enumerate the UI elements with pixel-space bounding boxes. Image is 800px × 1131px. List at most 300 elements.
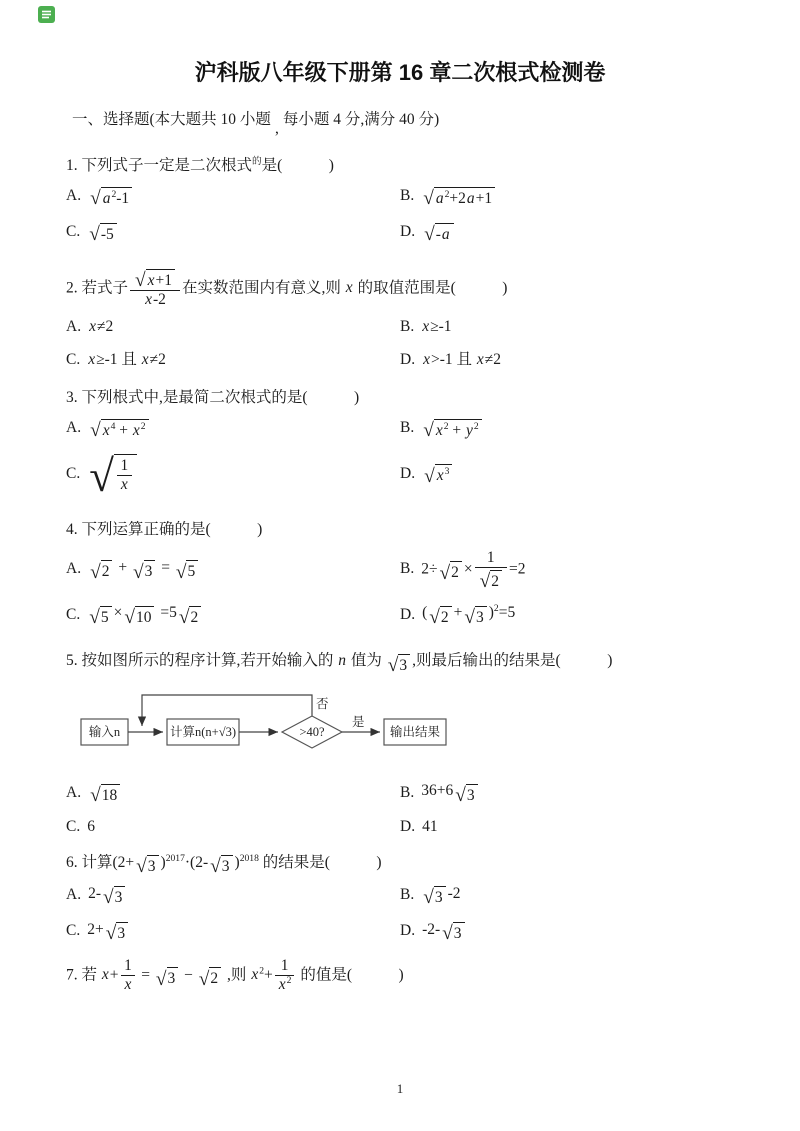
sqrt-radical bbox=[90, 560, 112, 581]
options bbox=[66, 549, 744, 627]
radical-sign-icon: √ bbox=[105, 923, 117, 945]
option-body bbox=[422, 462, 454, 485]
radicand bbox=[453, 922, 465, 943]
math-variable: a bbox=[102, 189, 111, 207]
flow-decision-label: >40? bbox=[299, 725, 325, 740]
radical-sign-icon: √ bbox=[442, 923, 453, 945]
radicand bbox=[434, 886, 446, 907]
math-variable: x bbox=[251, 966, 259, 984]
superscript: 3 bbox=[444, 466, 450, 478]
sqrt-radical bbox=[89, 223, 117, 244]
numerator bbox=[117, 457, 132, 476]
sqrt-radical bbox=[90, 784, 120, 805]
sqrt-radical bbox=[90, 187, 132, 208]
radicand bbox=[440, 606, 452, 627]
text: 5 bbox=[187, 563, 196, 581]
option-q6-B bbox=[400, 884, 744, 907]
option-label: B. bbox=[400, 318, 415, 336]
radical-sign-icon: √ bbox=[423, 188, 434, 210]
fraction bbox=[275, 957, 295, 995]
math-variable: x bbox=[147, 271, 155, 289]
superscript: 2 bbox=[443, 420, 449, 432]
text: -2 bbox=[447, 884, 461, 902]
text: 2÷ bbox=[421, 560, 438, 578]
option-label: C. bbox=[66, 351, 81, 369]
text: ·(2- bbox=[184, 853, 209, 871]
math-variable: n bbox=[338, 652, 347, 670]
superscript: 2 bbox=[444, 188, 450, 200]
radical-sign-icon: √ bbox=[439, 562, 451, 584]
math-variable: x bbox=[145, 290, 152, 308]
numerator bbox=[275, 957, 295, 976]
option-body bbox=[88, 558, 200, 581]
question-stem bbox=[66, 650, 744, 674]
option-label: D. bbox=[400, 223, 416, 241]
text: 1 bbox=[124, 956, 132, 974]
sqrt-radical bbox=[89, 451, 137, 502]
radicand bbox=[475, 606, 487, 627]
superscript: 2017 bbox=[165, 852, 185, 864]
dropped-comma: , bbox=[274, 119, 279, 137]
option-q6-A bbox=[66, 884, 400, 907]
option-q4-B bbox=[400, 549, 744, 591]
radical-sign-icon: √ bbox=[132, 561, 144, 583]
text: 6 bbox=[87, 818, 95, 836]
radicand bbox=[146, 269, 175, 290]
option-body bbox=[87, 350, 166, 370]
green-notes-icon bbox=[38, 6, 55, 23]
math-variable: x bbox=[101, 966, 109, 984]
option-label: C. bbox=[66, 921, 81, 939]
question-q2 bbox=[66, 268, 744, 371]
text: ≠2 bbox=[484, 351, 502, 369]
question-q7 bbox=[66, 957, 744, 995]
sqrt-radical bbox=[424, 464, 452, 485]
numerator bbox=[475, 549, 507, 568]
option-body bbox=[421, 549, 525, 591]
text: 值为 bbox=[347, 652, 386, 670]
math-variable: x bbox=[435, 421, 443, 439]
option-q3-C bbox=[66, 451, 400, 502]
math-variable: x bbox=[423, 351, 430, 369]
sqrt-radical bbox=[103, 886, 125, 907]
option-q1-D bbox=[400, 221, 744, 244]
option-body bbox=[421, 185, 497, 208]
radical-sign-icon: √ bbox=[198, 968, 210, 990]
text: ,则 bbox=[223, 966, 251, 984]
radicand bbox=[100, 606, 112, 627]
question-stem bbox=[66, 155, 744, 177]
math-variable: a bbox=[435, 189, 444, 207]
text: +1 bbox=[155, 271, 173, 289]
flow-yes-label: 是 bbox=[352, 715, 365, 730]
text: 1. 下列式子一定是二次根式 bbox=[66, 157, 253, 174]
flow-input-label: 输入n bbox=[88, 725, 121, 740]
text: 3 bbox=[466, 786, 475, 804]
options bbox=[66, 884, 744, 943]
option-q1-C bbox=[66, 221, 400, 244]
text: =5 bbox=[498, 604, 516, 622]
text: × bbox=[113, 604, 123, 622]
radical-sign-icon: √ bbox=[479, 570, 491, 592]
question-q5 bbox=[66, 650, 744, 837]
option-label: B. bbox=[400, 560, 415, 578]
question-stem bbox=[66, 268, 744, 310]
option-body bbox=[422, 920, 466, 943]
radicand bbox=[147, 855, 159, 876]
superscript: 2018 bbox=[239, 852, 259, 864]
option-body bbox=[421, 781, 479, 804]
math-variable: x bbox=[120, 476, 128, 494]
text: ( bbox=[422, 604, 428, 622]
text: 5 bbox=[100, 608, 109, 626]
option-label: B. bbox=[400, 418, 415, 436]
text: ) bbox=[160, 853, 166, 871]
numerator bbox=[121, 957, 136, 976]
text: 1 bbox=[280, 956, 289, 974]
sqrt-radical bbox=[89, 606, 111, 627]
text: 3 bbox=[144, 563, 153, 581]
option-body bbox=[422, 603, 515, 626]
sqrt-radical bbox=[388, 654, 410, 675]
text: 3 bbox=[476, 608, 484, 626]
numerator bbox=[130, 268, 180, 290]
text: 是( ) bbox=[261, 157, 334, 174]
option-label: C. bbox=[66, 223, 81, 241]
radicand bbox=[144, 560, 156, 581]
superscript: 2 bbox=[140, 420, 146, 432]
radicand bbox=[398, 654, 410, 675]
radical-sign-icon: √ bbox=[387, 654, 399, 676]
radical-sign-icon: √ bbox=[175, 561, 187, 583]
superscript: 4 bbox=[110, 420, 116, 432]
text: 3 bbox=[221, 857, 230, 875]
options bbox=[66, 781, 744, 837]
sqrt-radical bbox=[442, 922, 464, 943]
superscript: 的 bbox=[252, 155, 262, 167]
math-variable: x bbox=[141, 351, 149, 369]
text: 在实数范围内有意义,则 bbox=[182, 279, 345, 297]
text: 2- bbox=[88, 884, 101, 902]
text: 3. 下列根式中,是最简二次根式的是( ) bbox=[66, 388, 360, 406]
math-variable: x bbox=[88, 351, 96, 369]
option-label: D. bbox=[400, 921, 416, 939]
option-label: D. bbox=[400, 464, 416, 482]
text: 3 bbox=[167, 970, 176, 988]
sqrt-radical bbox=[106, 922, 128, 943]
radicand bbox=[466, 784, 478, 805]
text: + bbox=[109, 966, 119, 984]
radicand bbox=[101, 419, 149, 440]
options bbox=[66, 185, 744, 244]
option-body bbox=[87, 221, 119, 244]
option-label: B. bbox=[400, 783, 415, 801]
radical-sign-icon: √ bbox=[155, 968, 167, 990]
text: 36+6 bbox=[421, 782, 454, 800]
radical-sign-icon: √ bbox=[424, 465, 435, 487]
section-heading bbox=[66, 107, 744, 137]
text: = bbox=[157, 559, 174, 576]
sqrt-radical bbox=[464, 606, 486, 627]
radical-sign-icon: √ bbox=[89, 451, 114, 502]
option-body bbox=[88, 185, 134, 208]
text: 2 bbox=[190, 608, 199, 626]
math-variable: x bbox=[278, 976, 286, 994]
math-variable: a bbox=[441, 225, 450, 243]
program-flowchart bbox=[64, 682, 744, 775]
text: -2- bbox=[422, 920, 441, 938]
superscript: 2 bbox=[259, 965, 264, 977]
text: ≠2 bbox=[149, 351, 166, 369]
radical-sign-icon: √ bbox=[136, 856, 147, 878]
option-body bbox=[422, 221, 456, 244]
option-label: A. bbox=[66, 885, 82, 903]
option-label: A. bbox=[66, 318, 82, 336]
sqrt-radical bbox=[176, 560, 198, 581]
radicand bbox=[221, 855, 233, 876]
text: 3 bbox=[114, 888, 123, 906]
question-q1 bbox=[66, 155, 744, 244]
text: + bbox=[448, 421, 466, 439]
text: 3 bbox=[147, 857, 156, 875]
radical-sign-icon: √ bbox=[89, 606, 100, 628]
option-body bbox=[88, 884, 127, 907]
text: ) bbox=[234, 853, 240, 871]
text: 2 bbox=[440, 608, 449, 626]
text: 4. 下列运算正确的是( ) bbox=[66, 521, 263, 539]
math-variable: x bbox=[422, 318, 430, 336]
radicand bbox=[434, 187, 495, 208]
text: 的取值范围是( ) bbox=[353, 279, 508, 297]
radical-sign-icon: √ bbox=[210, 856, 221, 878]
radical-sign-icon: √ bbox=[90, 784, 101, 806]
option-label: D. bbox=[400, 351, 416, 369]
sqrt-radical bbox=[136, 855, 158, 876]
sqrt-radical bbox=[480, 570, 502, 591]
options bbox=[66, 416, 744, 502]
fraction bbox=[130, 268, 180, 310]
text: -5 bbox=[100, 225, 114, 243]
question-q3 bbox=[66, 387, 744, 502]
superscript: 2 bbox=[493, 603, 499, 615]
text: 3 bbox=[453, 924, 462, 942]
option-label: A. bbox=[66, 187, 82, 205]
text: + bbox=[453, 604, 463, 622]
sqrt-radical bbox=[455, 784, 477, 805]
text: =5 bbox=[156, 604, 177, 622]
text: = bbox=[137, 966, 154, 984]
radical-sign-icon: √ bbox=[423, 887, 434, 909]
text: 2. 若式子 bbox=[66, 279, 129, 297]
option-q5-C bbox=[66, 817, 400, 837]
sqrt-radical bbox=[135, 269, 175, 290]
option-q2-B bbox=[400, 317, 744, 337]
math-variable: x bbox=[476, 351, 484, 369]
text: 2 bbox=[491, 572, 499, 590]
text: 6. 计算(2+ bbox=[66, 853, 135, 871]
math-variable: a bbox=[466, 189, 475, 207]
text: + bbox=[114, 559, 131, 576]
fraction bbox=[117, 457, 132, 495]
text: ≥-1 bbox=[430, 318, 452, 336]
option-q5-A bbox=[66, 781, 400, 804]
radical-sign-icon: √ bbox=[90, 561, 101, 583]
radicand bbox=[186, 560, 198, 581]
radical-sign-icon: √ bbox=[178, 606, 190, 628]
option-q4-D bbox=[400, 603, 744, 626]
option-label: C. bbox=[66, 818, 81, 836]
text: +1 bbox=[475, 189, 493, 207]
question-q4 bbox=[66, 519, 744, 626]
denominator bbox=[121, 975, 136, 995]
text: + bbox=[115, 421, 132, 439]
option-q6-D bbox=[400, 920, 744, 943]
text: + bbox=[264, 966, 273, 984]
radical-sign-icon: √ bbox=[89, 224, 100, 246]
page-number: 1 bbox=[396, 1081, 404, 1096]
options bbox=[66, 317, 744, 370]
option-q3-A bbox=[66, 416, 400, 439]
option-body bbox=[421, 884, 460, 907]
text: 41 bbox=[422, 818, 438, 836]
sqrt-radical bbox=[429, 606, 451, 627]
text: 1 bbox=[120, 456, 129, 474]
math-variable: x bbox=[89, 318, 96, 336]
sqrt-radical bbox=[423, 187, 495, 208]
text: 的值是( ) bbox=[296, 966, 404, 984]
option-body bbox=[88, 416, 151, 439]
option-label: C. bbox=[66, 464, 81, 482]
text: ≥-1 且 bbox=[96, 351, 141, 369]
radicand bbox=[100, 223, 117, 244]
option-q4-C bbox=[66, 603, 400, 626]
sqrt-radical bbox=[133, 560, 155, 581]
option-body bbox=[422, 350, 501, 370]
denominator bbox=[117, 475, 132, 495]
radical-sign-icon: √ bbox=[90, 419, 101, 441]
radical-sign-icon: √ bbox=[124, 606, 135, 628]
sqrt-radical bbox=[210, 855, 232, 876]
radicand bbox=[434, 419, 482, 440]
denominator bbox=[475, 567, 507, 590]
sqrt-radical bbox=[124, 606, 154, 627]
option-body bbox=[88, 781, 122, 804]
radicand bbox=[209, 967, 221, 988]
section-heading-part2: 每小题 4 分,满分 40 分) bbox=[282, 111, 440, 128]
radicand bbox=[101, 784, 121, 805]
denominator bbox=[275, 975, 295, 995]
radical-sign-icon: √ bbox=[90, 188, 101, 210]
sqrt-radical bbox=[424, 223, 454, 244]
text: 3 bbox=[399, 656, 408, 674]
math-variable: x bbox=[102, 421, 110, 439]
text: 2 bbox=[101, 563, 110, 581]
sqrt-radical bbox=[423, 419, 482, 440]
text: 1 bbox=[486, 548, 495, 566]
text: ) bbox=[488, 604, 494, 622]
option-body bbox=[421, 317, 451, 337]
option-q6-C bbox=[66, 920, 400, 943]
sqrt-radical bbox=[439, 561, 461, 582]
text: 2 bbox=[210, 970, 219, 988]
sqrt-radical bbox=[423, 886, 445, 907]
text: >-1 且 bbox=[430, 351, 476, 369]
text: 3 bbox=[117, 924, 126, 942]
fraction bbox=[121, 957, 136, 995]
radicand bbox=[435, 223, 454, 244]
option-body bbox=[87, 603, 203, 626]
text: − bbox=[180, 966, 197, 984]
option-q4-A bbox=[66, 558, 400, 581]
option-q2-D bbox=[400, 350, 744, 370]
option-label: A. bbox=[66, 783, 82, 801]
question-stem bbox=[66, 957, 744, 995]
denominator bbox=[130, 290, 180, 310]
option-label: A. bbox=[66, 560, 82, 578]
content bbox=[0, 107, 800, 995]
text: ≠2 bbox=[96, 318, 114, 336]
sqrt-radical bbox=[179, 606, 201, 627]
radicand bbox=[189, 606, 201, 627]
math-variable: x bbox=[436, 467, 444, 485]
option-q3-D bbox=[400, 462, 744, 485]
radical-sign-icon: √ bbox=[455, 784, 466, 806]
radical-sign-icon: √ bbox=[464, 606, 475, 628]
radical-sign-icon: √ bbox=[103, 887, 114, 909]
flow-no-label: 否 bbox=[316, 697, 329, 712]
option-body bbox=[87, 920, 130, 943]
radicand bbox=[490, 570, 502, 591]
option-q5-B bbox=[400, 781, 744, 804]
text: +2 bbox=[449, 189, 466, 207]
radical-sign-icon: √ bbox=[135, 270, 146, 292]
question-stem bbox=[66, 387, 744, 409]
radicand bbox=[135, 606, 155, 627]
section-heading-part1: 一、选择题(本大题共 10 小题 bbox=[72, 111, 271, 128]
text: 5. 按如图所示的程序计算,若开始输入的 bbox=[66, 652, 338, 670]
radicand bbox=[450, 561, 462, 582]
text: =2 bbox=[508, 560, 526, 578]
radicand bbox=[101, 560, 113, 581]
option-label: A. bbox=[66, 418, 82, 436]
question-stem bbox=[66, 519, 744, 541]
option-q1-B bbox=[400, 185, 744, 208]
text: × bbox=[463, 560, 473, 578]
flow-output-label: 输出结果 bbox=[389, 725, 441, 740]
option-body bbox=[87, 451, 139, 502]
radicand bbox=[435, 464, 453, 485]
option-body bbox=[422, 817, 438, 837]
text: 7. 若 bbox=[66, 966, 101, 984]
text: 2 bbox=[451, 564, 459, 582]
radical-sign-icon: √ bbox=[424, 224, 435, 246]
text: 3 bbox=[434, 888, 443, 906]
text: 的结果是( ) bbox=[258, 853, 382, 871]
option-label: B. bbox=[400, 187, 415, 205]
option-label: B. bbox=[400, 885, 415, 903]
flow-process-label: 计算n(n+√3) bbox=[170, 725, 236, 740]
question-q6 bbox=[66, 852, 744, 943]
math-variable: y bbox=[466, 421, 473, 439]
option-body bbox=[88, 317, 113, 337]
option-body bbox=[87, 817, 95, 837]
text: -2 bbox=[153, 290, 166, 308]
page-title: 沪科版八年级下册第 16 章二次根式检测卷 bbox=[194, 60, 606, 85]
radicand bbox=[114, 886, 126, 907]
text: 2+ bbox=[87, 920, 104, 938]
superscript: 2 bbox=[111, 188, 117, 200]
radical-sign-icon: √ bbox=[429, 606, 440, 628]
